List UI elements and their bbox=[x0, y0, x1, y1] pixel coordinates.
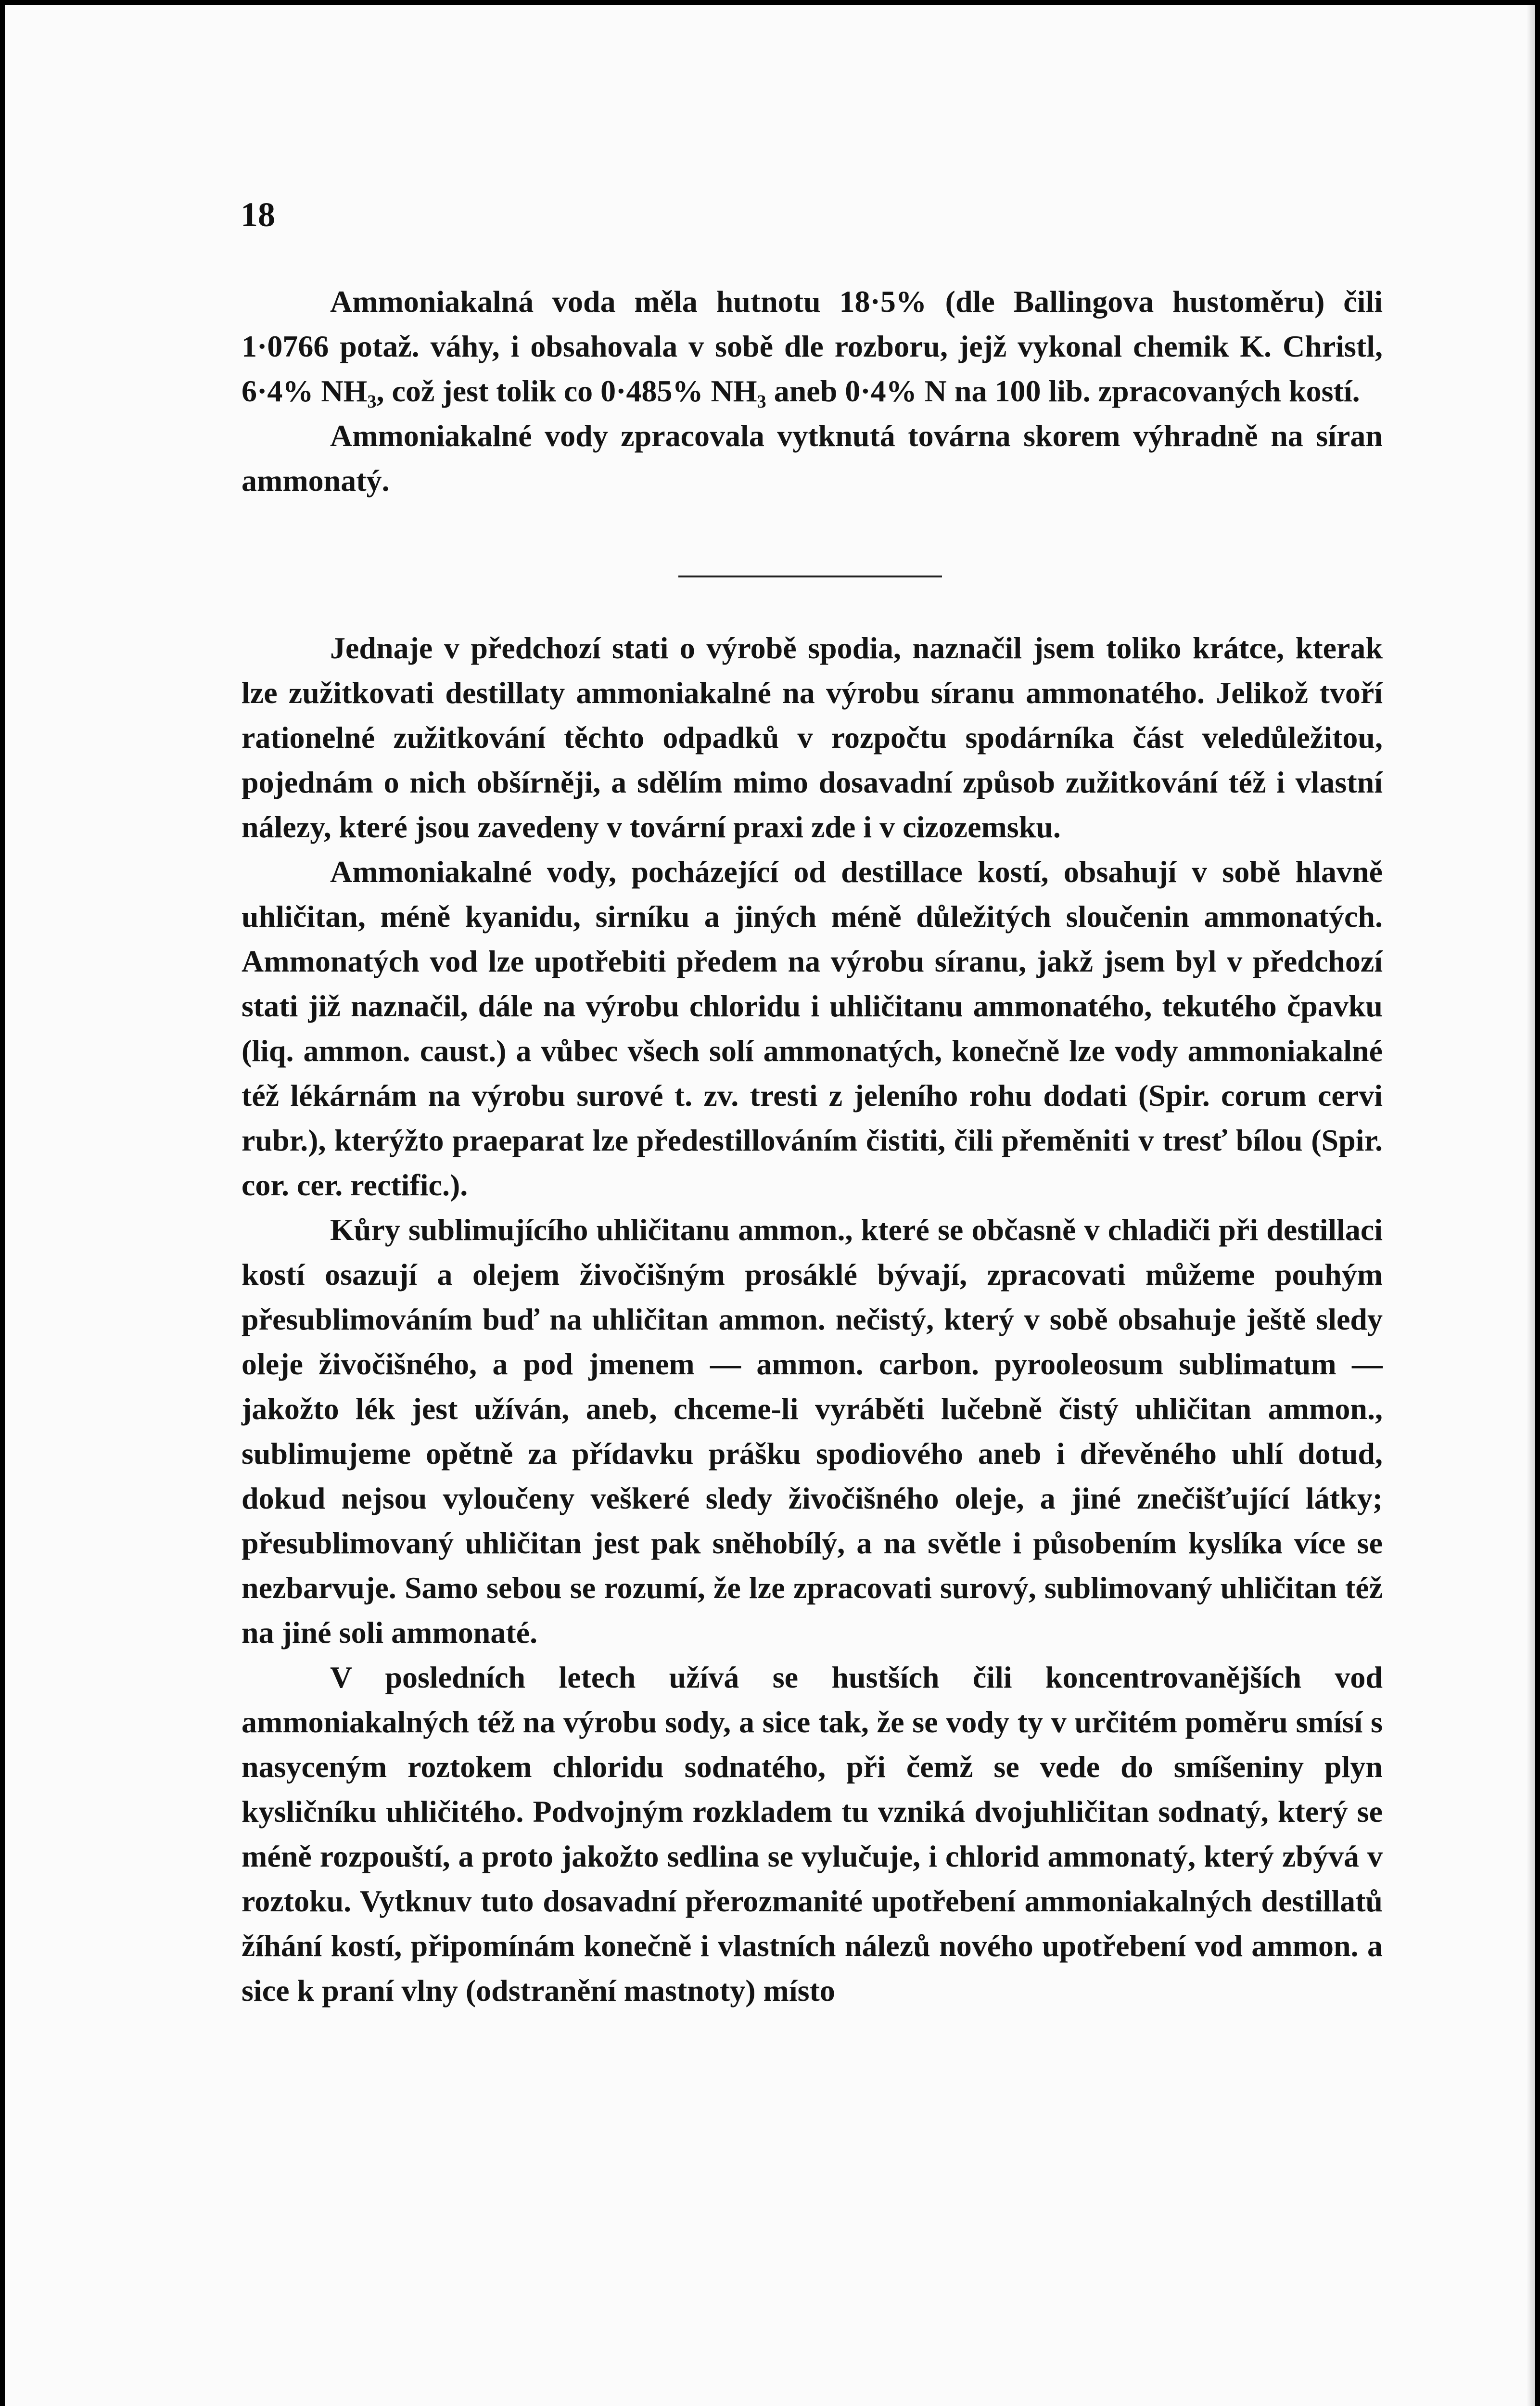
text-block-main bbox=[242, 626, 1383, 2013]
section-divider bbox=[678, 576, 942, 577]
page-number: 18 bbox=[241, 195, 275, 234]
scan-edge-shadow bbox=[1527, 5, 1535, 2406]
paragraph: Ammoniakalné vody zpracovala vytknutá továrna skorem výhradně na síran ammonatý. bbox=[242, 419, 1383, 498]
paragraph: Kůry sublimujícího uhličitanu ammon., které se občasně v chladiči při destillaci kostí osazují a olejem živočišným prosáklé bývají, zpracovati můžeme pouhým přesublimováním buď na uhličitan ammon. nečistý, který v sobě obsahuje ještě sledy oleje živočišného, a pod jmenem — ammon. carbon. pyrooleosum sublimatum — jakožto lék jest užíván, aneb, chceme-li vyráběti lučebně čistý uhličitan ammon., sublimujeme opětně za přídavku prášku spodiového aneb i dřevěného uhlí dotud, dokud nejsou vyloučeny veškeré sledy živočišného oleje, a jiné znečišťující látky; přesublimovaný uhličitan jest pak sněhobílý, a na světle i působením kyslíka více se nezbarvuje. Samo sebou se rozumí, že lze zpracovati surový, sublimovaný uhličitan též na jiné soli ammonaté. bbox=[242, 1213, 1383, 1650]
paragraph: Jednaje v předchozí stati o výrobě spodia, naznačil jsem toliko krátce, kterak lze zužitkovati destillaty ammoniakalné na výrobu síranu ammonatého. Jelikož tvoří rationelné zužitkování těchto odpadků v rozpočtu spodárníka část veledůležitou, pojednám o nich obšírněji, a sdělím mimo dosavadní způsob zužitkování též i vlastní nálezy, které jsou zavedeny v tovární praxi zde i v cizozemsku. bbox=[242, 631, 1383, 844]
paragraph: Ammoniakalná voda měla hutnotu 18·5% (dle Ballingova hustoměru) čili 1·0766 potaž. váhy, i obsahovala v sobě dle rozboru, jejž vykonal chemik K. Christl, 6·4% NH₃, což jest tolik co 0·485% NH₃ aneb 0·4% N na 100 lib. zpracovaných kostí. bbox=[242, 284, 1383, 408]
book-page bbox=[5, 5, 1535, 2406]
text-block-intro bbox=[242, 279, 1383, 503]
paragraph: Ammoniakalné vody, pocházející od destillace kostí, obsahují v sobě hlavně uhličitan, méně kyanidu, sirníku a jiných méně důležitých sloučenin ammonatých. Ammonatých vod lze upotřebiti předem na výrobu síranu, jakž jsem byl v předchozí stati již naznačil, dále na výrobu chloridu i uhličitanu ammonatého, tekutého čpavku (liq. ammon. caust.) a vůbec všech solí ammonatých, konečně lze vody ammoniakalné též lékárnám na výrobu surové t. zv. tresti z jeleního rohu dodati (Spir. corum cervi rubr.), kterýžto praeparat lze předestillováním čistiti, čili přeměniti v tresť bílou (Spir. cor. cer. rectific.). bbox=[242, 855, 1383, 1202]
paragraph: V posledních letech užívá se hustších čili koncentrovanějších vod ammoniakalných též na výrobu sody, a sice tak, že se vody ty v určitém poměru smísí s nasyceným roztokem chloridu sodnatého, při čemž se vede do smíšeniny plyn kysličníku uhličitého. Podvojným rozkladem tu vzniká dvojuhličitan sodnatý, který se méně rozpouští, a proto jakožto sedlina se vylučuje, i chlorid ammonatý, který zbývá v roztoku. Vytknuv tuto dosavadní přerozmanité upotřebení ammoniakalných destillatů žíhání kostí, připomínám konečně i vlastních nálezů nového upotřebení vod ammon. a sice k praní vlny (odstranění mastnoty) místo bbox=[242, 1660, 1383, 2008]
